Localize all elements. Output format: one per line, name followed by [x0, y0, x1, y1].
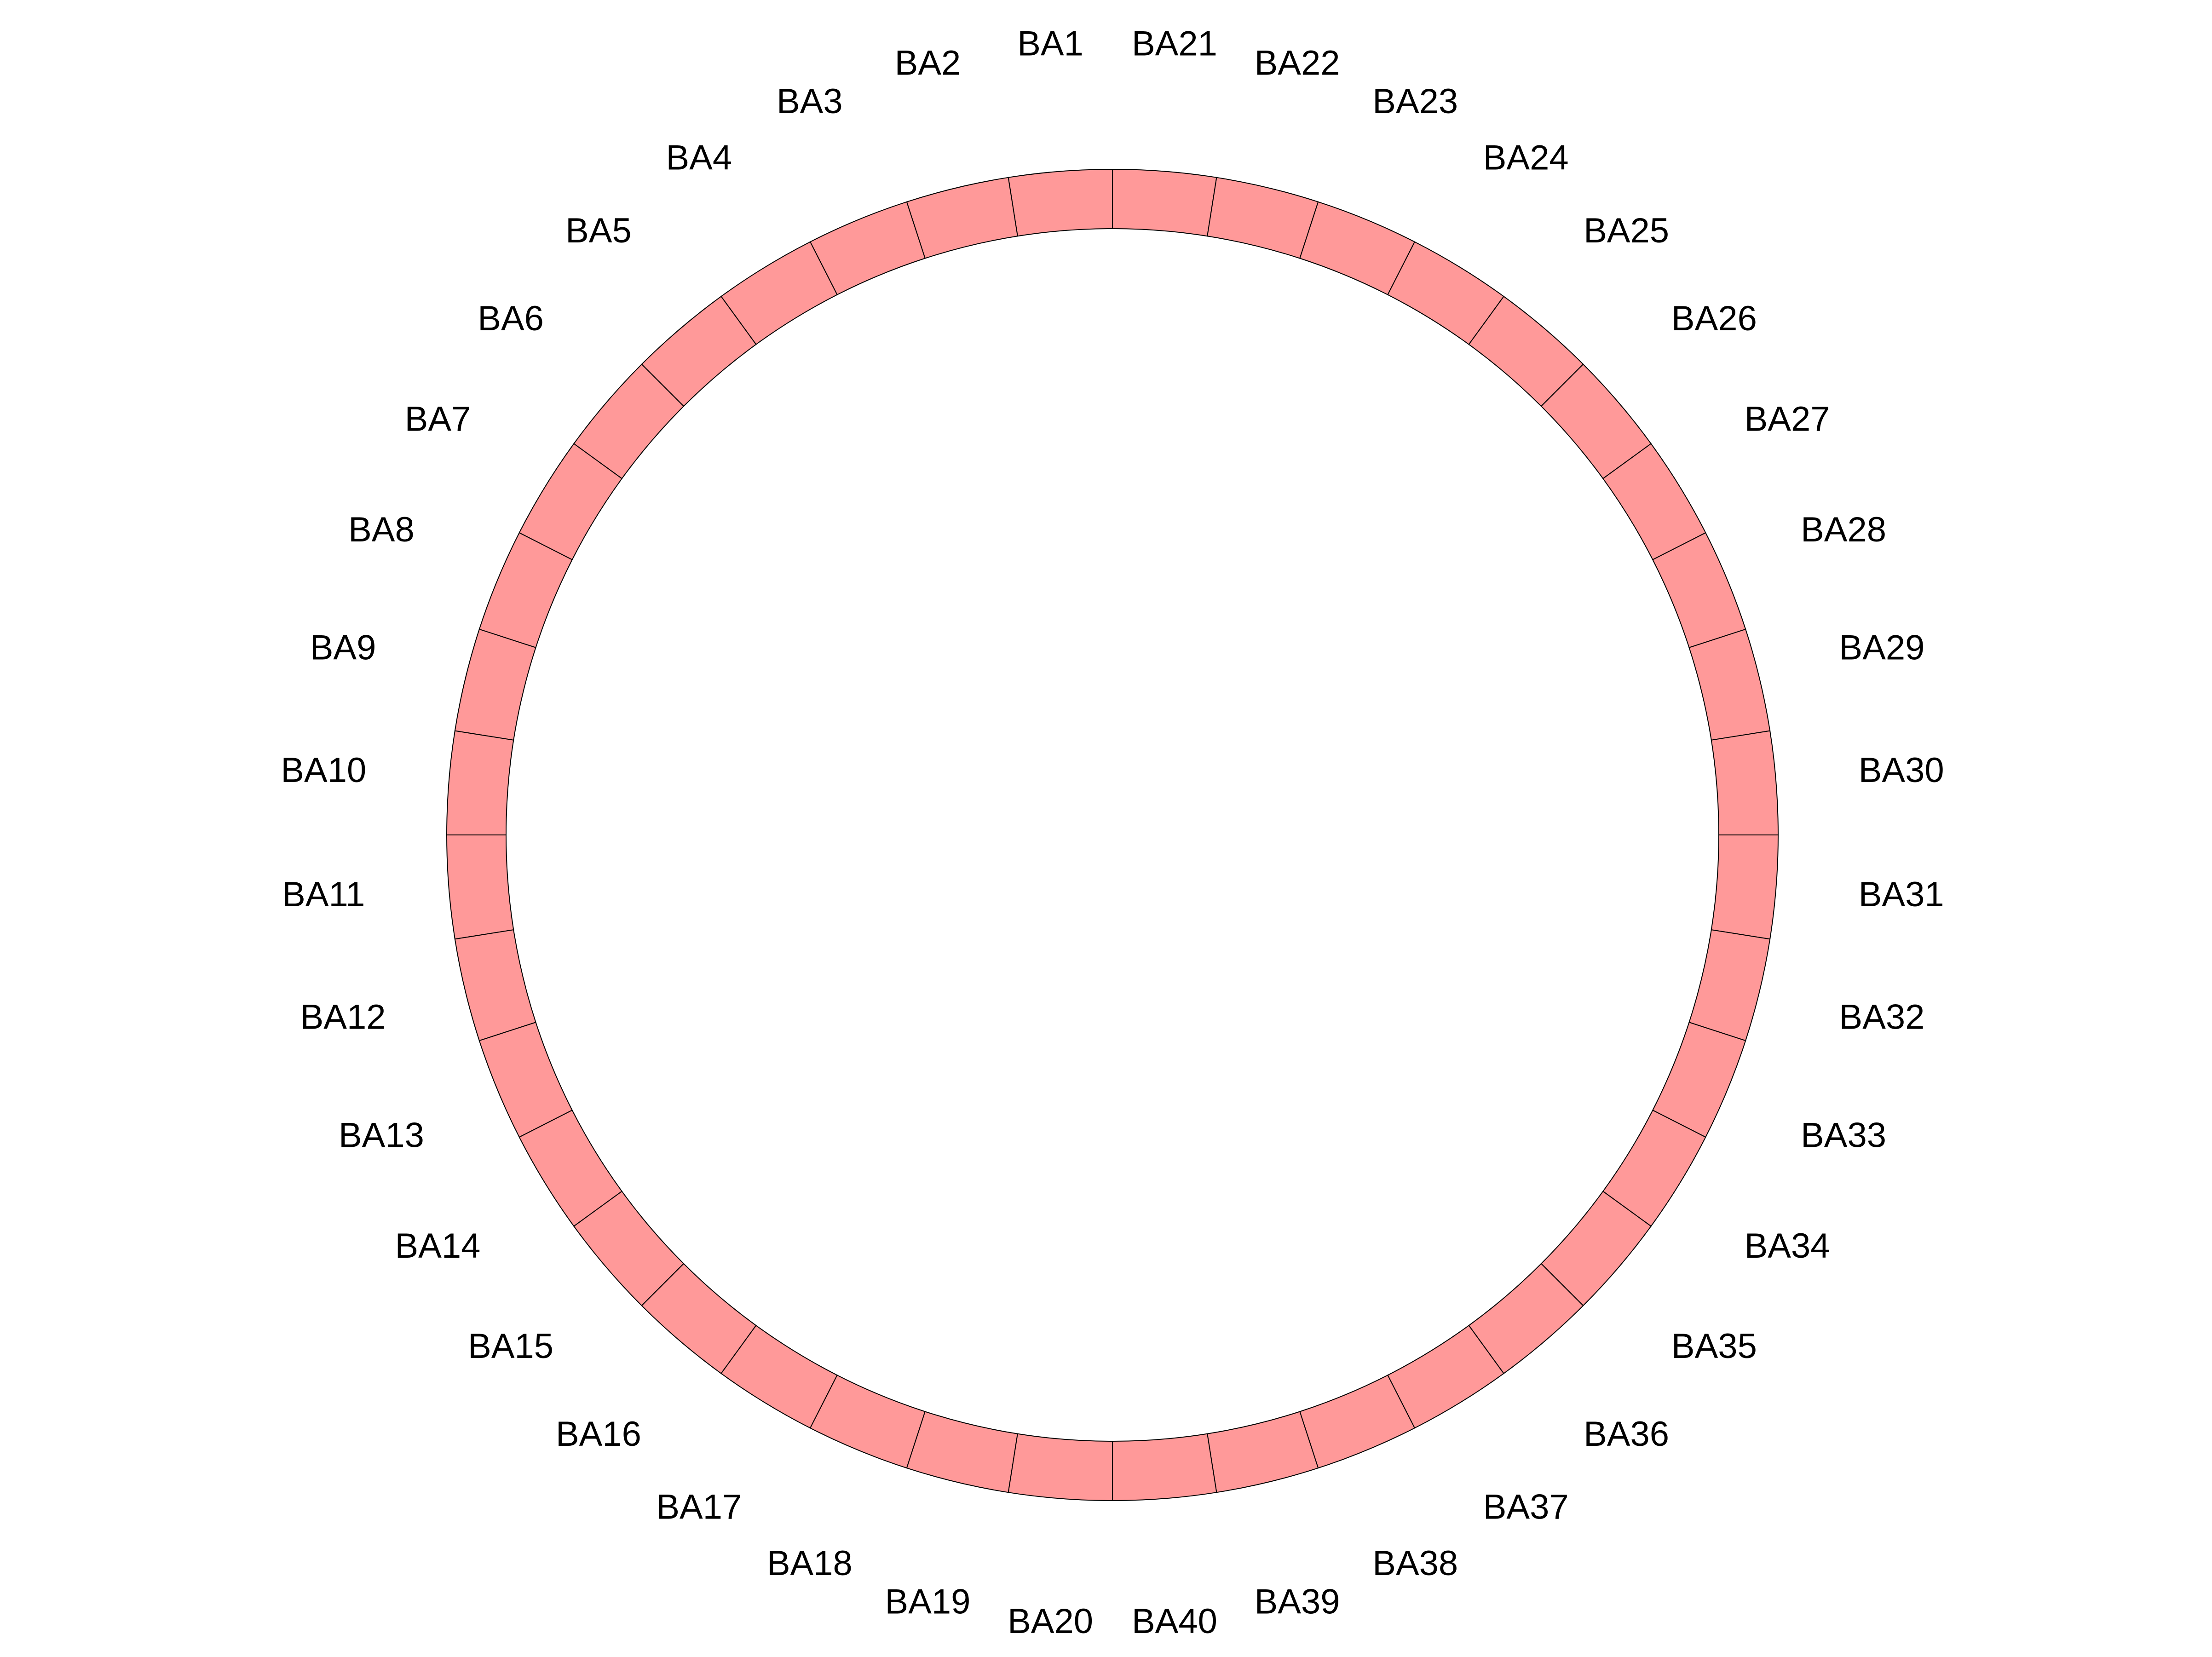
segment-label-ba32: BA32 — [1839, 997, 1925, 1037]
segment-label-ba6: BA6 — [478, 299, 544, 339]
segment-label-ba7: BA7 — [404, 399, 471, 439]
segment-ba1 — [1008, 169, 1112, 236]
segment-label-ba10: BA10 — [281, 751, 367, 790]
segment-label-ba16: BA16 — [555, 1414, 641, 1454]
segment-label-ba35: BA35 — [1671, 1327, 1757, 1366]
segment-ba21 — [1112, 169, 1216, 236]
segment-label-ba3: BA3 — [776, 82, 843, 121]
segment-label-ba39: BA39 — [1254, 1582, 1340, 1622]
segment-label-ba40: BA40 — [1131, 1601, 1217, 1641]
segment-label-ba11: BA11 — [282, 875, 365, 915]
segment-label-ba9: BA9 — [310, 628, 376, 667]
segment-label-ba18: BA18 — [766, 1544, 853, 1583]
segment-label-ba27: BA27 — [1744, 399, 1830, 439]
segment-label-ba12: BA12 — [300, 997, 386, 1037]
segment-label-ba24: BA24 — [1483, 138, 1569, 178]
segment-ba20 — [1008, 1434, 1112, 1501]
segment-label-ba21: BA21 — [1131, 24, 1217, 63]
segment-label-ba37: BA37 — [1483, 1487, 1569, 1527]
segment-label-ba36: BA36 — [1584, 1414, 1670, 1454]
segment-label-ba14: BA14 — [395, 1226, 481, 1266]
segment-label-ba33: BA33 — [1801, 1116, 1887, 1155]
segment-label-ba13: BA13 — [338, 1116, 424, 1155]
segment-label-ba17: BA17 — [656, 1487, 742, 1527]
segment-label-ba28: BA28 — [1801, 510, 1887, 549]
segment-ba10 — [447, 731, 513, 835]
segment-label-ba8: BA8 — [348, 510, 415, 549]
segment-ba31 — [1711, 835, 1778, 939]
segment-label-ba1: BA1 — [1017, 24, 1083, 63]
segment-label-ba38: BA38 — [1372, 1544, 1458, 1583]
segment-label-ba15: BA15 — [468, 1327, 554, 1366]
segment-label-ba29: BA29 — [1839, 628, 1925, 667]
segment-label-ba2: BA2 — [894, 43, 961, 83]
segment-label-ba4: BA4 — [666, 138, 732, 178]
segment-label-ba25: BA25 — [1584, 211, 1670, 251]
segment-label-ba34: BA34 — [1744, 1226, 1830, 1266]
segment-ba40 — [1112, 1434, 1216, 1501]
segment-label-ba30: BA30 — [1858, 751, 1944, 790]
segment-label-ba5: BA5 — [565, 211, 632, 251]
segment-label-ba26: BA26 — [1671, 299, 1757, 339]
segment-label-ba31: BA31 — [1858, 875, 1944, 915]
segment-label-ba23: BA23 — [1372, 82, 1458, 121]
segment-ba30 — [1711, 731, 1778, 835]
segment-ba11 — [447, 835, 513, 939]
segment-label-ba19: BA19 — [885, 1582, 971, 1622]
segment-label-ba20: BA20 — [1008, 1601, 1094, 1641]
segment-label-ba22: BA22 — [1254, 43, 1340, 83]
